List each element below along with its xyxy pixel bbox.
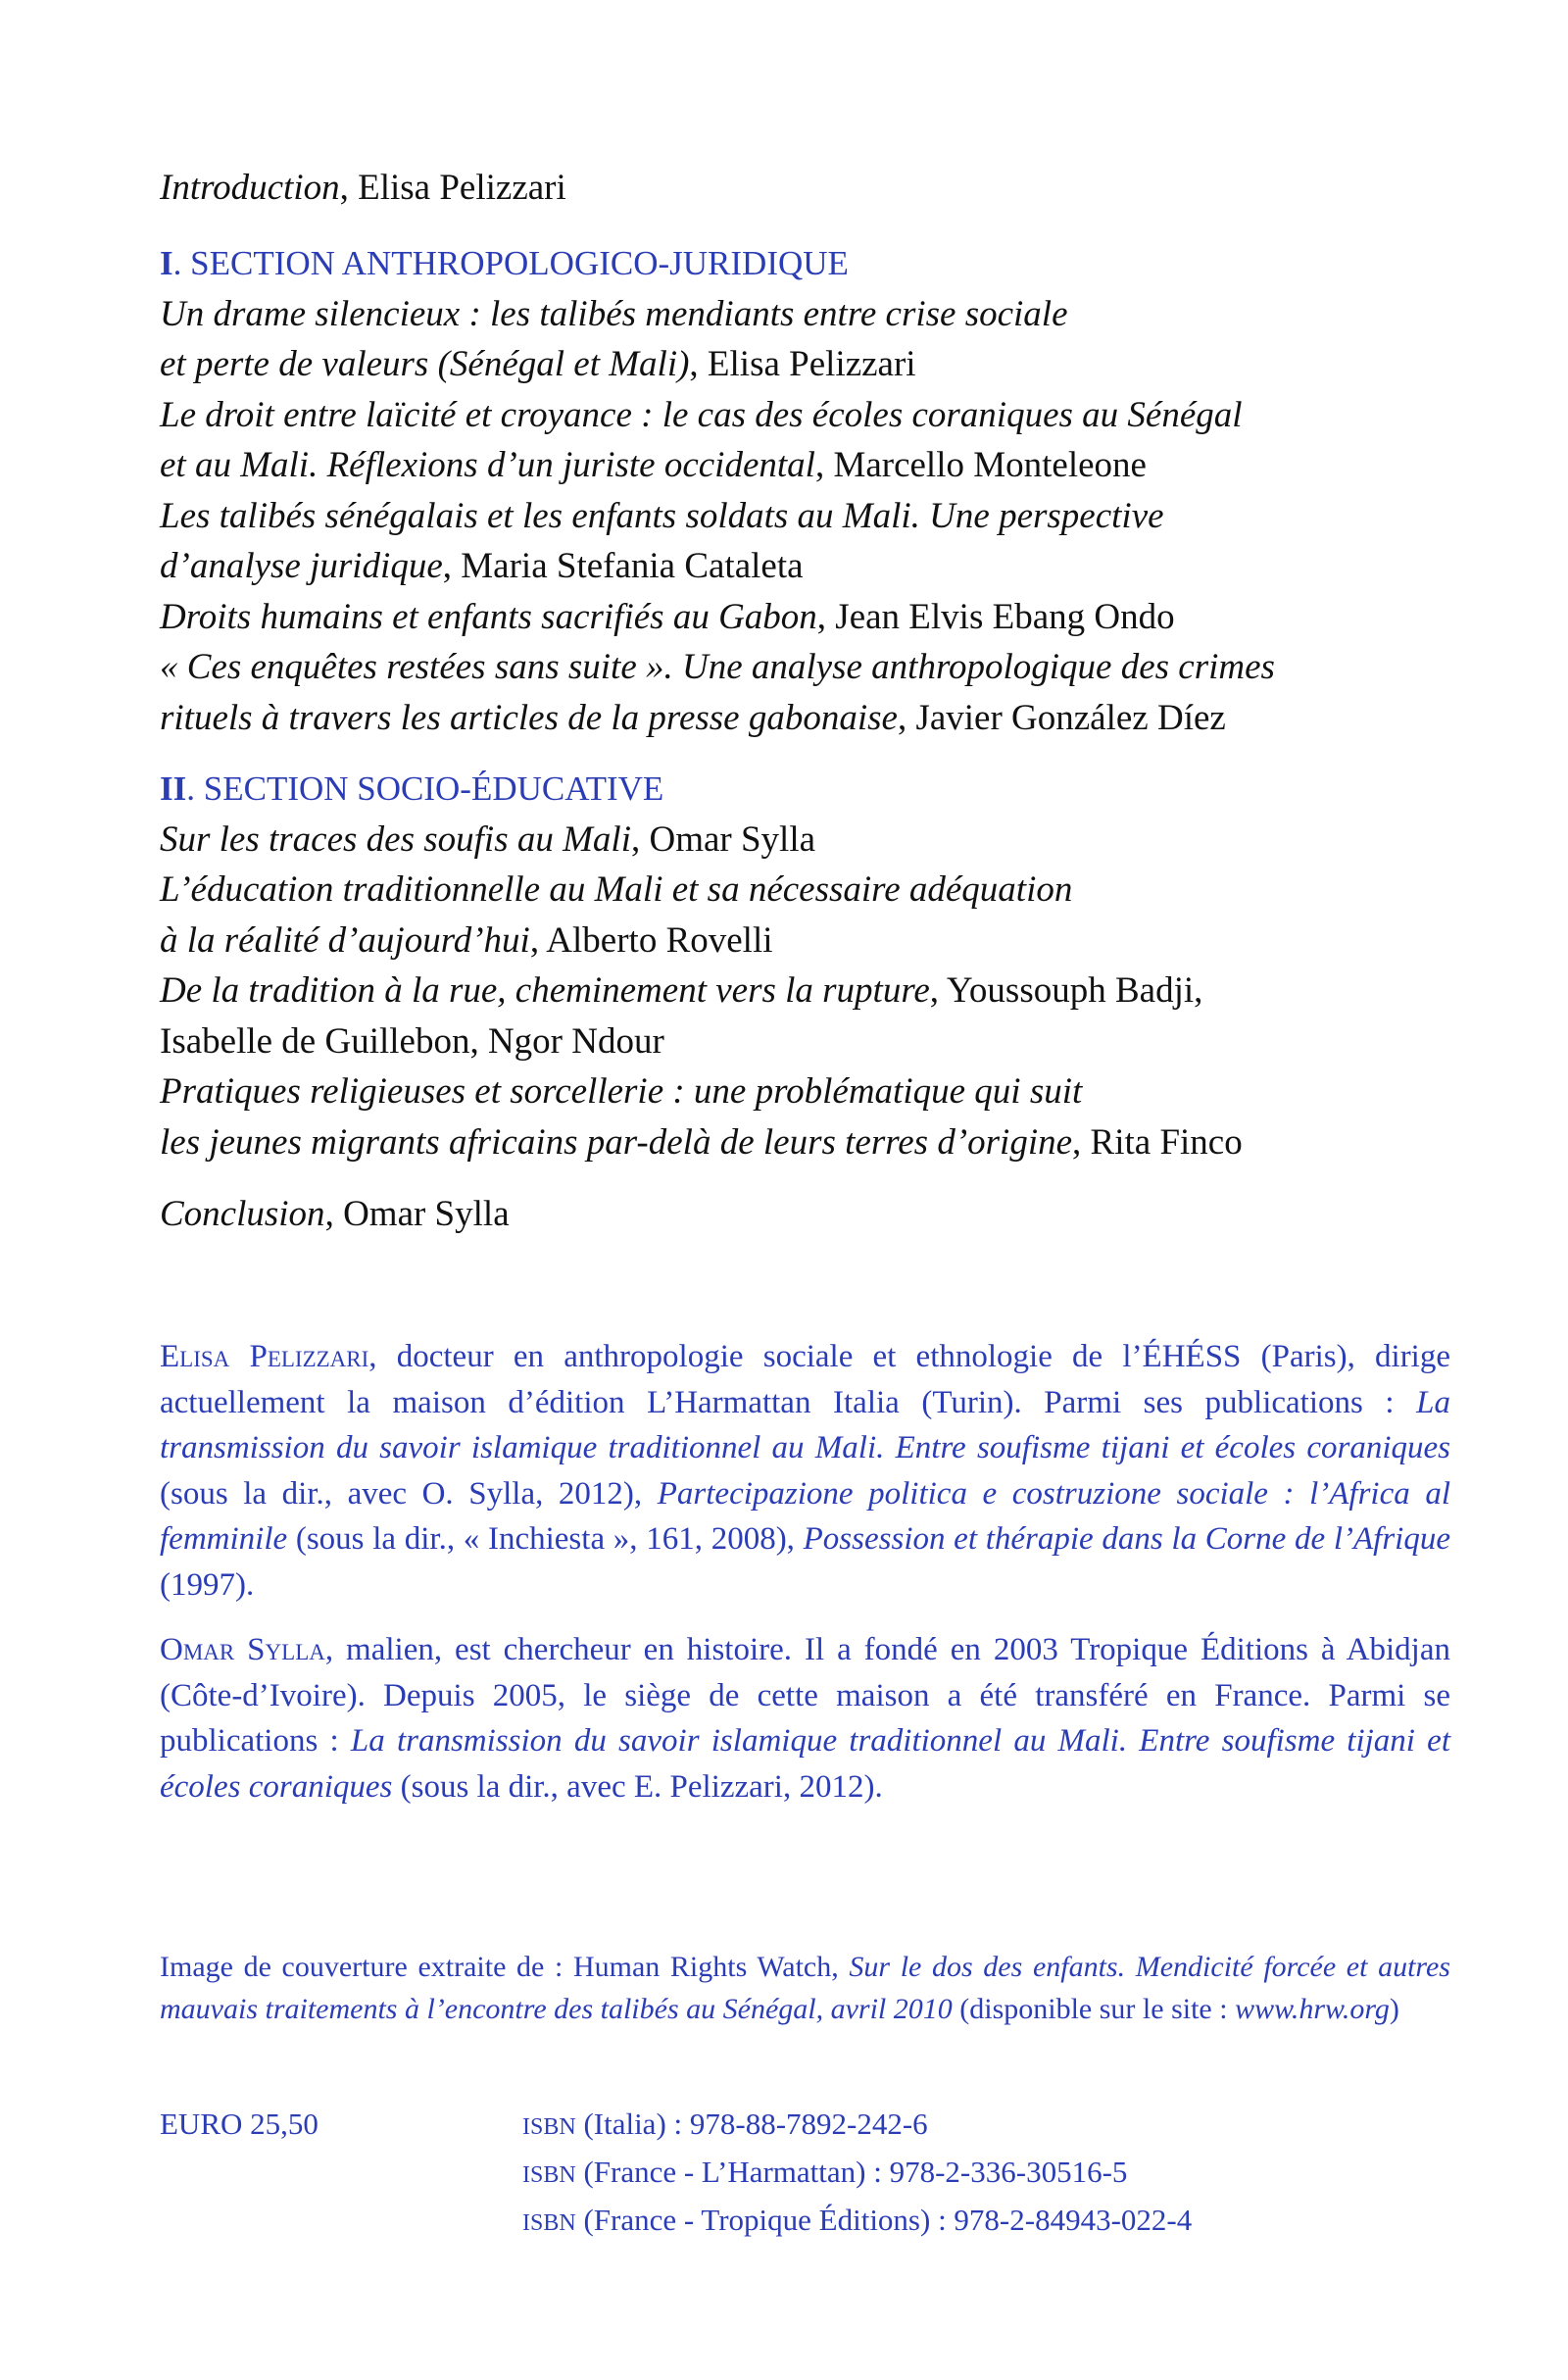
section-numeral: II: [160, 769, 187, 808]
section-heading: [160, 764, 1243, 815]
toc-entry: [160, 966, 1243, 1066]
publication-title: Partecipazione politica e costruzione sociale : l’Africa al femminile: [160, 1475, 1450, 1557]
bio-text: (1997).: [160, 1566, 255, 1603]
entry-title: De la tradition à la rue, cheminement vers la rupture: [160, 970, 930, 1011]
author-name: Omar Sylla: [160, 1632, 325, 1667]
entry-title: L’éducation traditionnelle au Mali et sa nécessaire adéquation à la réalité d’aujourd’hui: [160, 869, 1073, 961]
section-title: . SECTION SOCIO-ÉDUCATIVE: [186, 769, 664, 808]
isbn-value: (France - L’Harmattan) : 978-2-336-30516-5: [575, 2155, 1128, 2189]
isbn-list: [522, 2102, 1192, 2246]
toc-section-2: [160, 764, 1243, 1167]
entry-title: « Ces enquêtes restées sans suite ». Une analyse anthropologique des crimes rituels à travers les articles de la presse gabonaise: [160, 647, 1275, 738]
price: EURO 25,50: [160, 2107, 318, 2141]
section-heading: [160, 238, 1275, 289]
section-title: . SECTION ANTHROPOLOGICO-JURIDIQUE: [172, 244, 849, 282]
publication-title: La transmission du savoir islamique traditionnel au Mali. Entre soufisme tijani et écoles coraniques: [160, 1384, 1450, 1465]
bio-text: , malien, est chercheur en histoire. Il a fondé en 2003 Tropique Éditions à Abidjan (Côte-d’Ivoire). Depuis 2005, le siège de cette maison a été transféré en France. Parmi se publications :: [160, 1632, 1450, 1759]
entry-title: Conclusion: [160, 1194, 325, 1234]
isbn-value: (Italia) : 978-88-7892-242-6: [575, 2107, 928, 2141]
isbn-value: (France - Tropique Éditions) : 978-2-84943-022-4: [575, 2203, 1193, 2237]
price-isbn-block: [160, 2102, 1450, 2239]
toc-entry: [160, 865, 1243, 966]
publication-title: La transmission du savoir islamique traditionnel au Mali. Entre soufisme tijani et écoles coraniques: [160, 1723, 1450, 1805]
entry-author: , Javier González Díez: [897, 697, 1226, 738]
cover-image-credit: [160, 1946, 1450, 2030]
section-entries: [160, 289, 1275, 744]
entry-author: , Omar Sylla: [630, 818, 816, 860]
isbn-label: ISBN: [522, 2114, 576, 2140]
entry-title: Le droit entre laïcité et croyance : le cas des écoles coraniques au Sénégal et au Mali. Réflexions d’un juriste occidental: [160, 394, 1243, 485]
section-numeral: I: [160, 244, 173, 282]
entry-author: , Omar Sylla: [324, 1194, 510, 1234]
bio-text: (sous la dir., avec O. Sylla, 2012),: [160, 1475, 658, 1512]
isbn-harmattan: [522, 2150, 1192, 2198]
bio-text: (sous la dir., avec E. Pelizzari, 2012).: [392, 1768, 883, 1805]
entry-title: Les talibés sénégalais et les enfants soldats au Mali. Une perspective d’analyse juridique: [160, 495, 1164, 586]
section-entries: [160, 815, 1243, 1168]
toc-entry: [160, 289, 1275, 390]
entry-author: , Elisa Pelizzari: [689, 344, 916, 384]
entry-author: , Alberto Rovelli: [529, 919, 773, 961]
toc-conclusion: [160, 1189, 510, 1240]
bio-text: (sous la dir., « Inchiesta », 161, 2008),: [287, 1521, 804, 1557]
isbn-label: ISBN: [522, 2210, 576, 2236]
toc-section-1: [160, 238, 1275, 743]
toc-entry: [160, 642, 1275, 743]
toc-entry: [160, 592, 1275, 643]
entry-title: Droits humains et enfants sacrifiés au Gabon: [160, 596, 817, 637]
entry-author: , Maria Stefania Cataleta: [442, 546, 804, 586]
bio-text: , docteur en anthropologie sociale et ethnologie de l’ÉHÉSS (Paris), dirige actuellement la maison d’édition L’Harmattan Italia (Turin). Parmi ses publications :: [160, 1339, 1451, 1420]
author-name: Elisa Pelizzari: [160, 1339, 369, 1374]
credit-source-title: Sur le dos des enfants. Mendicité forcée et autres mauvais traitements à l’encontre des talibés au Sénégal, avril 2010: [160, 1951, 1450, 2025]
credit-end: ): [1389, 1993, 1399, 2025]
entry-author: , Elisa Pelizzari: [339, 168, 566, 208]
entry-title: Introduction: [160, 168, 340, 208]
author-bio-sylla: [160, 1627, 1450, 1810]
entry-author: , Jean Elvis Ebang Ondo: [816, 596, 1175, 637]
toc-entry: [160, 390, 1275, 491]
entry-title: Un drame silencieux : les talibés mendiants entre crise sociale et perte de valeurs (Sénégal et Mali): [160, 293, 1068, 384]
toc-introduction: [160, 163, 566, 214]
credit-lead: Image de couverture extraite de : Human Rights Watch,: [160, 1951, 850, 1983]
entry-author: , Marcello Monteleone: [814, 445, 1147, 485]
toc-entry: [160, 815, 1243, 866]
entry-title: Sur les traces des soufis au Mali: [160, 818, 631, 860]
isbn-italia: [522, 2102, 1192, 2150]
toc-entry: [160, 491, 1275, 592]
author-bio-pelizzari: [160, 1334, 1450, 1608]
publication-title: Possession et thérapie dans la Corne de l’Afrique: [803, 1521, 1450, 1557]
credit-mid: (disponible sur le site :: [952, 1993, 1236, 2025]
isbn-tropique: [522, 2198, 1192, 2246]
toc-entry: [160, 1066, 1243, 1167]
entry-author: , Youssouph Badji, Isabelle de Guillebon, Ngor Ndour: [160, 970, 1203, 1062]
isbn-label: ISBN: [522, 2162, 576, 2188]
credit-url: www.hrw.org: [1235, 1993, 1390, 2025]
entry-title: Pratiques religieuses et sorcellerie : une problématique qui suit les jeunes migrants africains par-delà de leurs terres d’origine: [160, 1071, 1083, 1163]
entry-author: , Rita Finco: [1072, 1121, 1243, 1163]
